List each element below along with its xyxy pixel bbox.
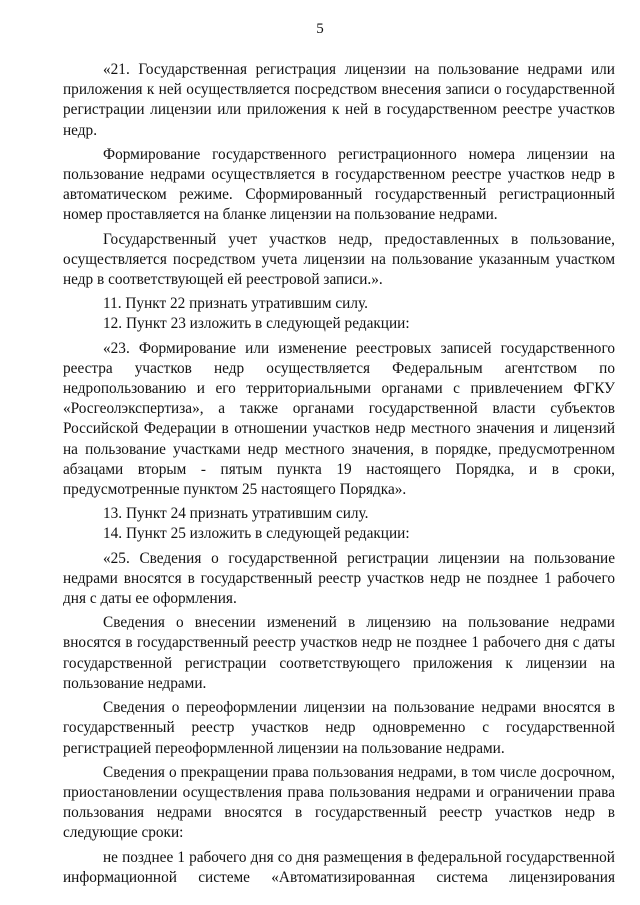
paragraph-registration-number: Формирование государственного регистрационного номера лицензии на пользование недрами осуществляется в государственном реестре участков недр в автоматическом режиме. Сформированный государственный регистрационный номер проставляется на бланке лицензии на пользование недрами.: [63, 145, 615, 224]
document-body: [63, 60, 615, 892]
paragraph-21-registration: «21. Государственная регистрация лицензии на пользование недрами или приложения к ней осуществляется посредством внесения записи о государственной регистрации лицензии или приложения к ней в государственном реестре участков недр.: [63, 61, 615, 139]
paragraph-item-13: 13. Пункт 24 признать утратившим силу.: [103, 505, 369, 523]
paragraph-item-11: 11. Пункт 22 признать утратившим силу.: [103, 295, 368, 313]
paragraph-25-registration-info: «25. Сведения о государственной регистрации лицензии на пользование недрами вносятся в государственный реестр участков недр не позднее 1 рабочего дня с даты ее оформления.: [63, 549, 615, 608]
paragraph-state-accounting: Государственный учет участков недр, предоставленных в пользование, осуществляется посредством учета лицензии на пользование указанным участком недр в соответствующей ей реестровой записи.».: [63, 230, 615, 289]
paragraph-23-registry-records: «23. Формирование или изменение реестровых записей государственного реестра участков недр осуществляется Федеральным агентством по недропользованию и его территориальными органами с привлечением ФГКУ «Росгеолэкспертиза», а также органами государственной власти субъектов Российской Федерации в отношении участков недр местного значения и лицензий на пользование участками недр местного значения, в порядке, предусмотренном абзацами вторым - пятым пункта 19 настоящего Порядка, и в сроки, предусмотренные пунктом 25 настоящего Порядка».: [63, 339, 615, 499]
paragraph-reissue-info: Сведения о переоформлении лицензии на пользование недрами вносятся в государственный реестр участков недр одновременно с государственной регистрацией переоформленной лицензии на пользование недрами.: [63, 699, 615, 757]
paragraph-item-14: 14. Пункт 25 изложить в следующей редакции:: [103, 525, 410, 543]
paragraph-deadline-first: не позднее 1 рабочего дня со дня размещения в федеральной государственной информационной системе «Автоматизированная система лицензирования: [63, 848, 615, 886]
page-number: 5: [316, 21, 324, 37]
paragraph-item-12: 12. Пункт 23 изложить в следующей редакции:: [103, 315, 410, 333]
paragraph-termination-info: Сведения о прекращении права пользования недрами, в том числе досрочном, приостановлении осуществления права пользования недрами и ограничении права пользования недрами вносятся в государственный реестр участков недр в следующие сроки:: [63, 763, 615, 842]
paragraph-changes-info: Сведения о внесении изменений в лицензию на пользование недрами вносятся в государственный реестр участков недр не позднее 1 рабочего дня с даты государственной регистрации соответствующего приложения к лицензии на пользование недрами.: [63, 614, 615, 692]
